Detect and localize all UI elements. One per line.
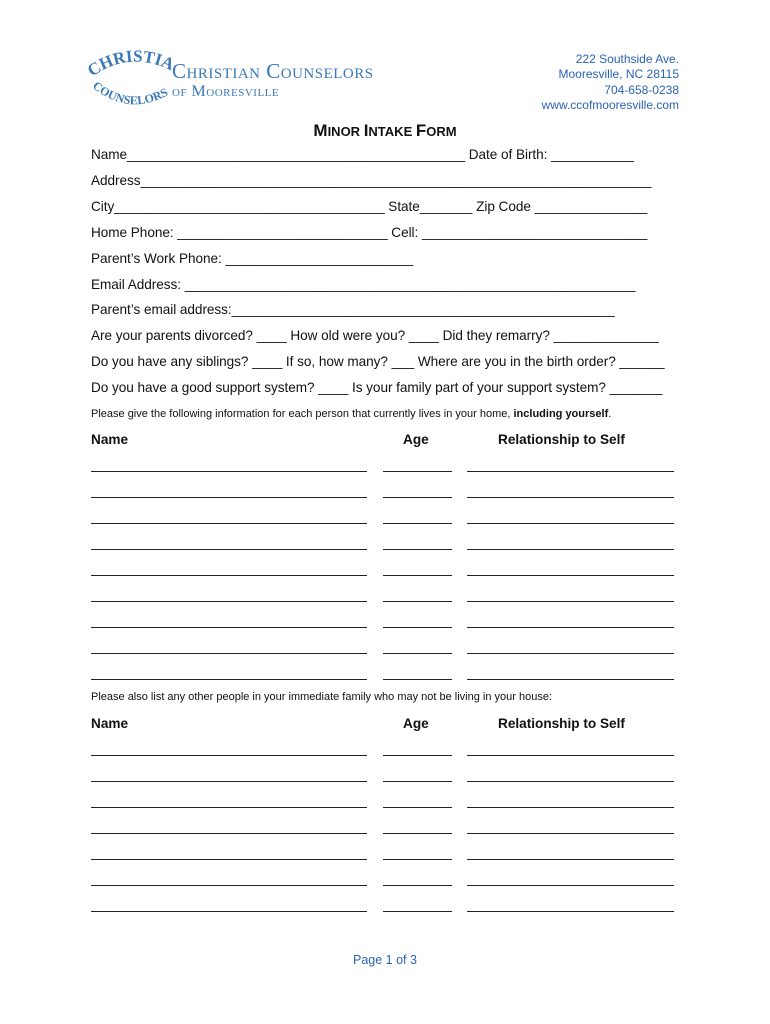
age-blank[interactable] — [383, 781, 452, 782]
household-note: Please give the following information for each person that currently lives in your home, including yourself. — [91, 408, 612, 420]
name-blank[interactable] — [91, 807, 367, 808]
family-col-name: Name — [91, 716, 129, 731]
age-blank[interactable] — [383, 911, 452, 912]
age-blank[interactable] — [383, 471, 452, 472]
logo-arc-top: HRISTI — [96, 47, 165, 74]
age-blank[interactable] — [383, 653, 452, 654]
relationship-blank[interactable] — [467, 601, 674, 602]
name-blank[interactable] — [91, 575, 367, 576]
relationship-blank[interactable] — [467, 575, 674, 576]
relationship-blank[interactable] — [467, 471, 674, 472]
name-blank[interactable] — [91, 885, 367, 886]
name-blank[interactable] — [91, 755, 367, 756]
age-blank[interactable] — [383, 627, 452, 628]
relationship-blank[interactable] — [467, 653, 674, 654]
age-blank[interactable] — [383, 601, 452, 602]
relationship-blank[interactable] — [467, 833, 674, 834]
family-col-relationship: Relationship to Self — [498, 716, 625, 731]
age-blank[interactable] — [383, 755, 452, 756]
name-blank[interactable] — [91, 859, 367, 860]
logo-arc-bottom: COUNSELORS — [90, 78, 171, 108]
name-blank[interactable] — [91, 679, 367, 680]
relationship-blank[interactable] — [467, 755, 674, 756]
age-blank[interactable] — [383, 679, 452, 680]
field-name-dob[interactable]: Name_____________________________________________ Date of Birth: ___________ — [91, 147, 634, 162]
household-col-relationship: Relationship to Self — [498, 432, 625, 447]
field-city-state-zip[interactable]: City____________________________________ State_______ Zip Code _______________ — [91, 199, 648, 214]
name-blank[interactable] — [91, 471, 367, 472]
age-blank[interactable] — [383, 833, 452, 834]
age-blank[interactable] — [383, 497, 452, 498]
contact-street: 222 Southside Ave. — [575, 52, 679, 66]
name-blank[interactable] — [91, 627, 367, 628]
contact-block — [542, 52, 679, 113]
contact-phone: 704-658-0238 — [604, 82, 679, 97]
form-title: MINOR INTAKE FORM — [313, 121, 457, 140]
ccm-logo — [88, 47, 388, 113]
relationship-blank[interactable] — [467, 781, 674, 782]
name-blank[interactable] — [91, 497, 367, 498]
logo-emblem-icon — [88, 47, 172, 113]
relationship-blank[interactable] — [467, 497, 674, 498]
family-col-age: Age — [403, 716, 429, 731]
age-blank[interactable] — [383, 575, 452, 576]
household-col-name: Name — [91, 432, 129, 447]
field-parent-email[interactable]: Parent’s email address:___________________________________________________ — [91, 302, 615, 317]
age-blank[interactable] — [383, 523, 452, 524]
contact-city: Mooresville, NC 28115 — [558, 67, 679, 82]
age-blank[interactable] — [383, 549, 452, 550]
field-work-phone[interactable]: Parent’s Work Phone: _________________________ — [91, 251, 414, 266]
name-blank[interactable] — [91, 653, 367, 654]
relationship-blank[interactable] — [467, 523, 674, 524]
field-siblings[interactable]: Do you have any siblings? ____ If so, how many? ___ Where are you in the birth order? ______ — [91, 354, 665, 369]
age-blank[interactable] — [383, 807, 452, 808]
age-blank[interactable] — [383, 859, 452, 860]
relationship-blank[interactable] — [467, 807, 674, 808]
field-divorced[interactable]: Are your parents divorced? ____ How old were you? ____ Did they remarry? ______________ — [91, 328, 659, 343]
name-blank[interactable] — [91, 911, 367, 912]
field-address[interactable]: Address____________________________________________________________________ — [91, 173, 652, 188]
contact-website[interactable]: www.ccofmooresville.com — [541, 97, 679, 112]
age-blank[interactable] — [383, 885, 452, 886]
relationship-blank[interactable] — [467, 627, 674, 628]
relationship-blank[interactable] — [467, 679, 674, 680]
name-blank[interactable] — [91, 601, 367, 602]
name-blank[interactable] — [91, 549, 367, 550]
relationship-blank[interactable] — [467, 549, 674, 550]
page-number: Page 1 of 3 — [353, 953, 417, 967]
name-blank[interactable] — [91, 833, 367, 834]
household-col-age: Age — [403, 432, 429, 447]
logo-line2: of Mooresville — [172, 83, 280, 100]
relationship-blank[interactable] — [467, 885, 674, 886]
logo-line1: Christian Counselors — [172, 59, 374, 83]
name-blank[interactable] — [91, 781, 367, 782]
field-support[interactable]: Do you have a good support system? ____ Is your family part of your support system? _______ — [91, 380, 663, 395]
name-blank[interactable] — [91, 523, 367, 524]
relationship-blank[interactable] — [467, 859, 674, 860]
field-phones[interactable]: Home Phone: ____________________________ Cell: ______________________________ — [91, 225, 648, 240]
field-email[interactable]: Email Address: ____________________________________________________________ — [91, 277, 636, 292]
family-note: Please also list any other people in your immediate family who may not be living in your house: — [91, 691, 553, 703]
relationship-blank[interactable] — [467, 911, 674, 912]
